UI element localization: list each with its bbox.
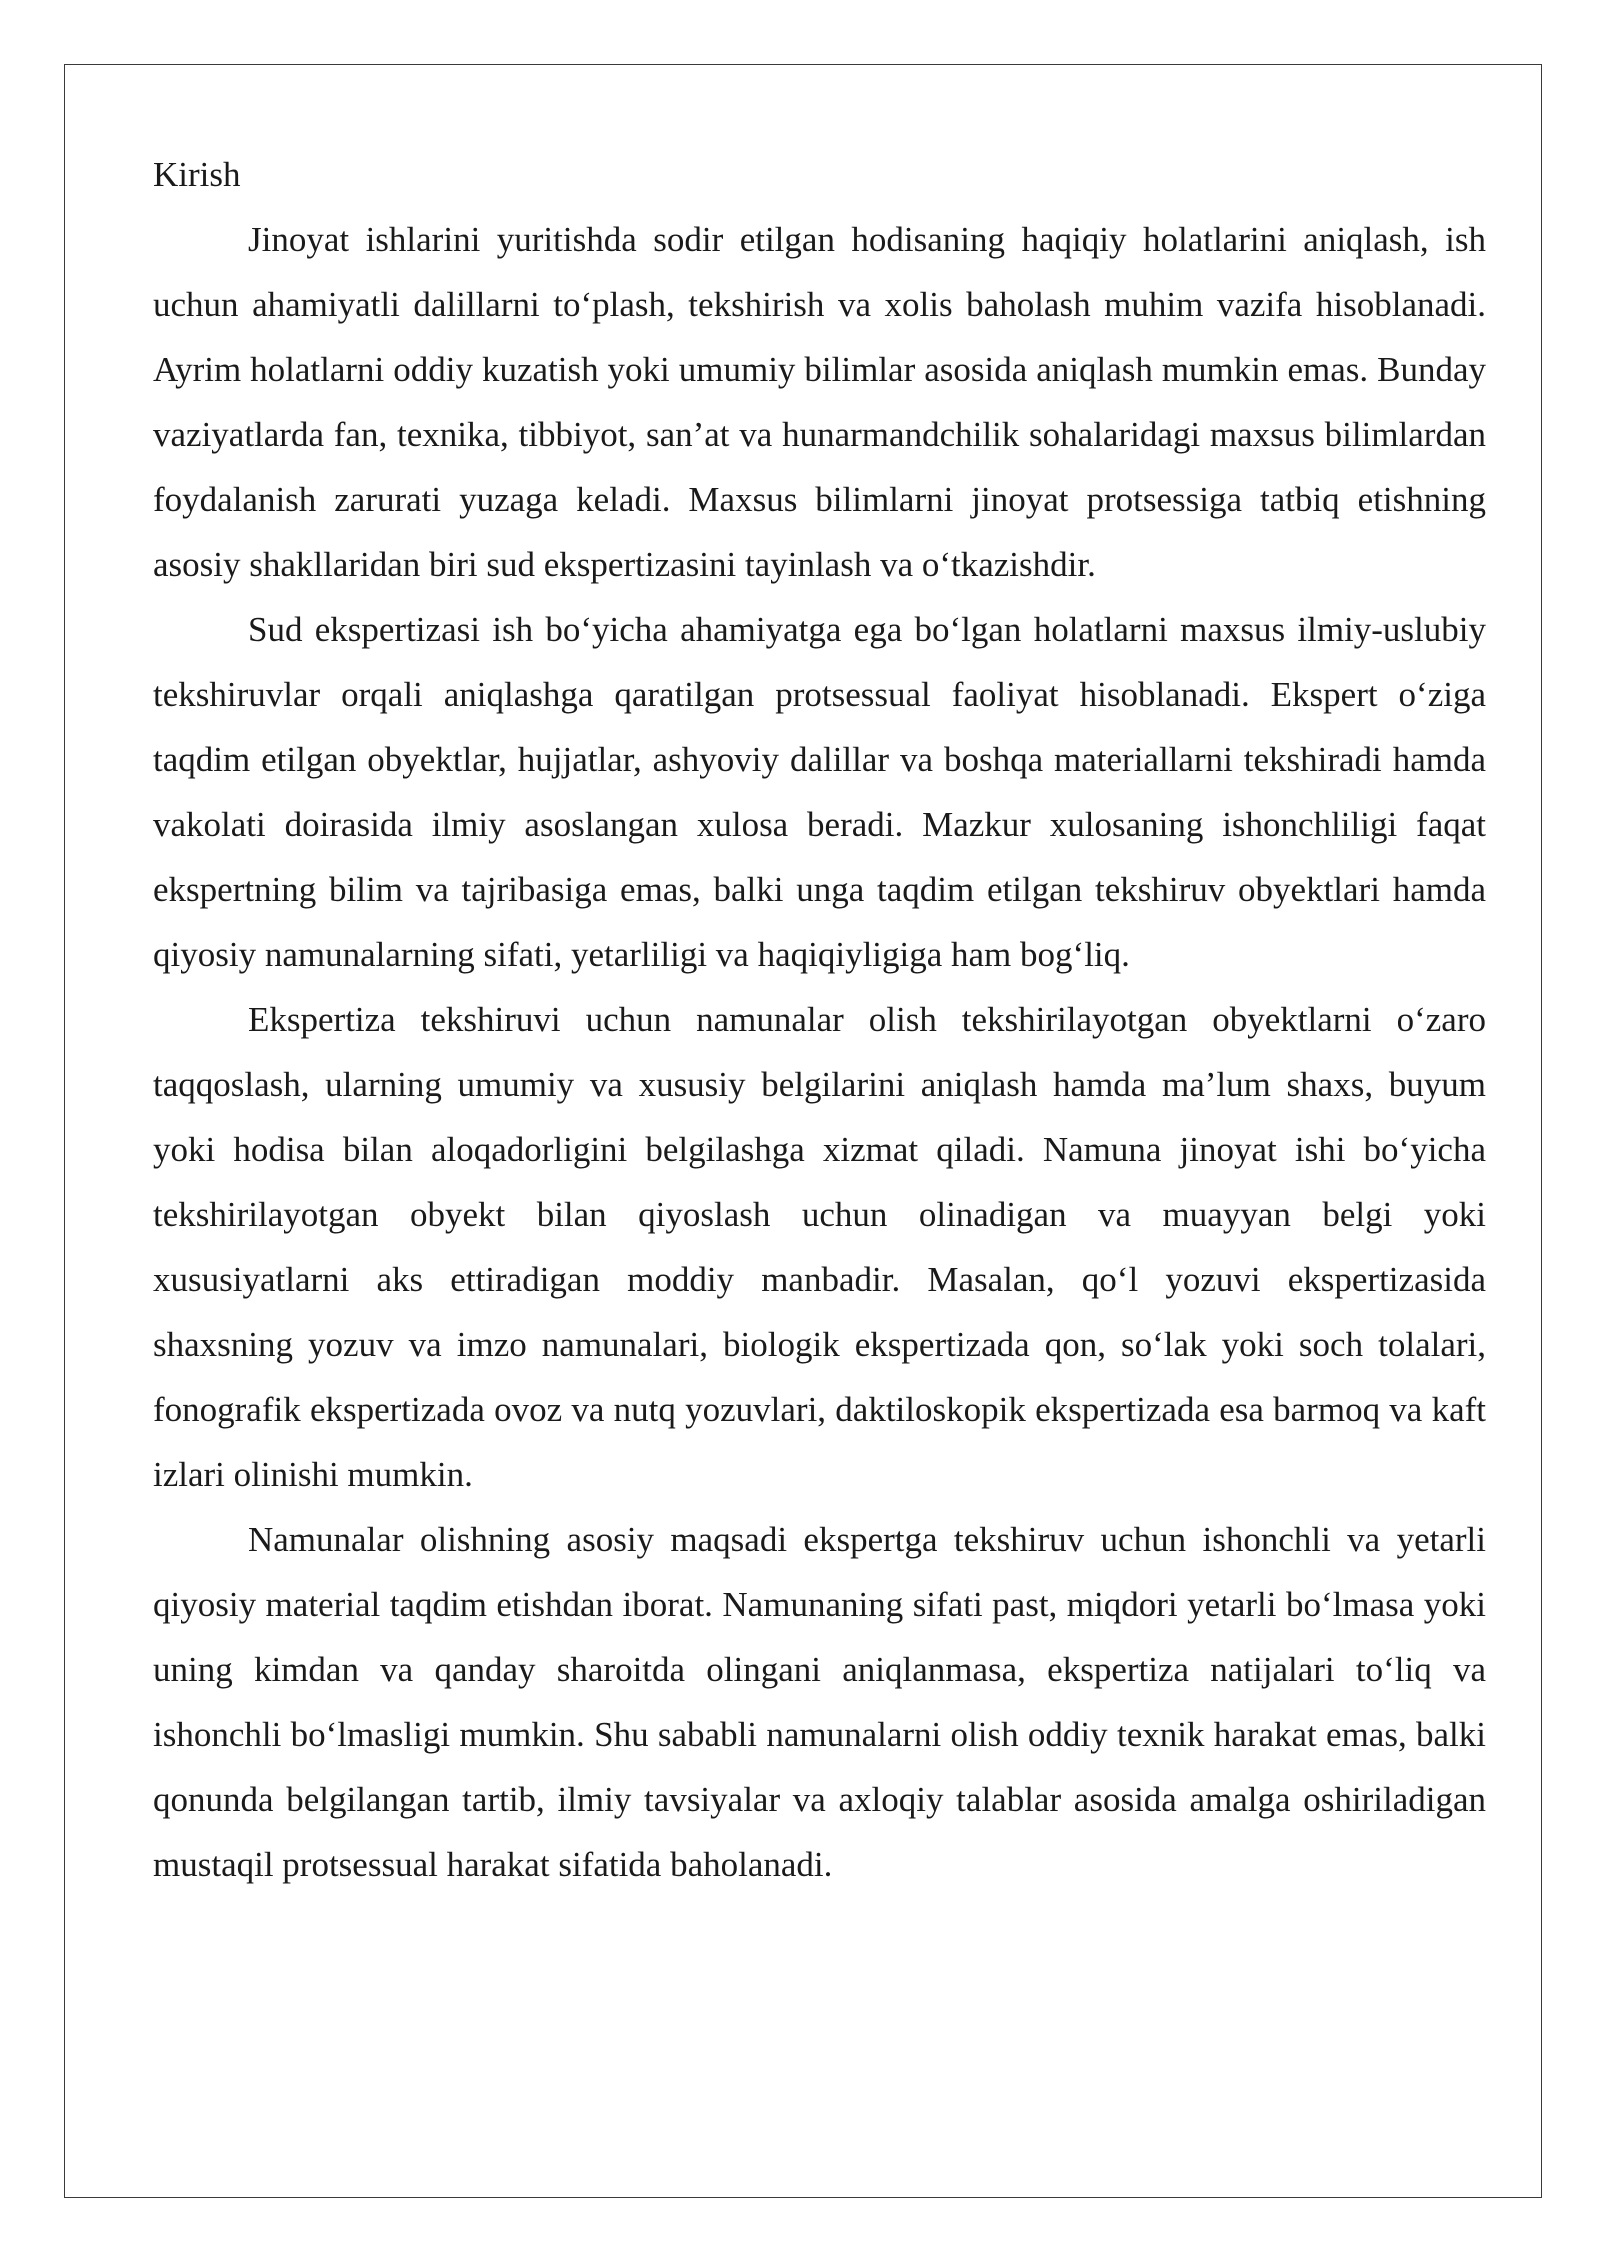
paragraph-4: Namunalar olishning asosiy maqsadi ekspertga tekshiruv uchun ishonchli va yetarli qiyosiy material taqdim etishdan iborat. Namunaning sifati past, miqdori yetarli bo‘lmasa yoki uning kimdan va qanday sharoitda olingani aniqlanmasa, ekspertiza natijalari to‘liq va ishonchli bo‘lmasligi mumkin. Shu sababli namunalarni olish oddiy texnik harakat emas, balki qonunda belgilangan tartib, ilmiy tavsiyalar va axloqiy talablar asosida amalga oshiriladigan mustaqil protsessual harakat sifatida baholanadi. — [153, 1520, 1486, 1884]
section-heading: Kirish — [153, 155, 241, 194]
paragraph-3: Ekspertiza tekshiruvi uchun namunalar olish tekshirilayotgan obyektlarni o‘zaro taqqoslash, ularning umumiy va xususiy belgilarini aniqlash hamda ma’lum shaxs, buyum yoki hodisa bilan aloqadorligini belgilashga xizmat qiladi. Namuna jinoyat ishi bo‘yicha tekshirilayotgan obyekt bilan qiyoslash uchun olinadigan va muayyan belgi yoki xususiyatlarni aks ettiradigan moddiy manbadir. Masalan, qo‘l yozuvi ekspertizasida shaxsning yozuv va imzo namunalari, biologik ekspertizada qon, so‘lak yoki soch tolalari, fonografik ekspertizada ovoz va nutq yozuvlari, daktiloskopik ekspertizada esa barmoq va kaft izlari olinishi mumkin. — [153, 1000, 1486, 1494]
document-body — [153, 142, 1486, 1897]
paragraph-2: Sud ekspertizasi ish bo‘yicha ahamiyatga ega bo‘lgan holatlarni maxsus ilmiy-uslubiy tekshiruvlar orqali aniqlashga qaratilgan protsessual faoliyat hisoblanadi. Ekspert o‘ziga taqdim etilgan obyektlar, hujjatlar, ashyoviy dalillar va boshqa materiallarni tekshiradi hamda vakolati doirasida ilmiy asoslangan xulosa beradi. Mazkur xulosaning ishonchliligi faqat ekspertning bilim va tajribasiga emas, balki unga taqdim etilgan tekshiruv obyektlari hamda qiyosiy namunalarning sifati, yetarliligi va haqiqiyligiga ham bog‘liq. — [153, 610, 1486, 974]
paragraph-1: Jinoyat ishlarini yuritishda sodir etilgan hodisaning haqiqiy holatlarini aniqlash, ish uchun ahamiyatli dalillarni to‘plash, tekshirish va xolis baholash muhim vazifa hisoblanadi. Ayrim holatlarni oddiy kuzatish yoki umumiy bilimlar asosida aniqlash mumkin emas. Bunday vaziyatlarda fan, texnika, tibbiyot, san’at va hunarmandchilik sohalaridagi maxsus bilimlardan foydalanish zarurati yuzaga keladi. Maxsus bilimlarni jinoyat protsessiga tatbiq etishning asosiy shakllaridan biri sud ekspertizasini tayinlash va o‘tkazishdir. — [153, 220, 1486, 584]
